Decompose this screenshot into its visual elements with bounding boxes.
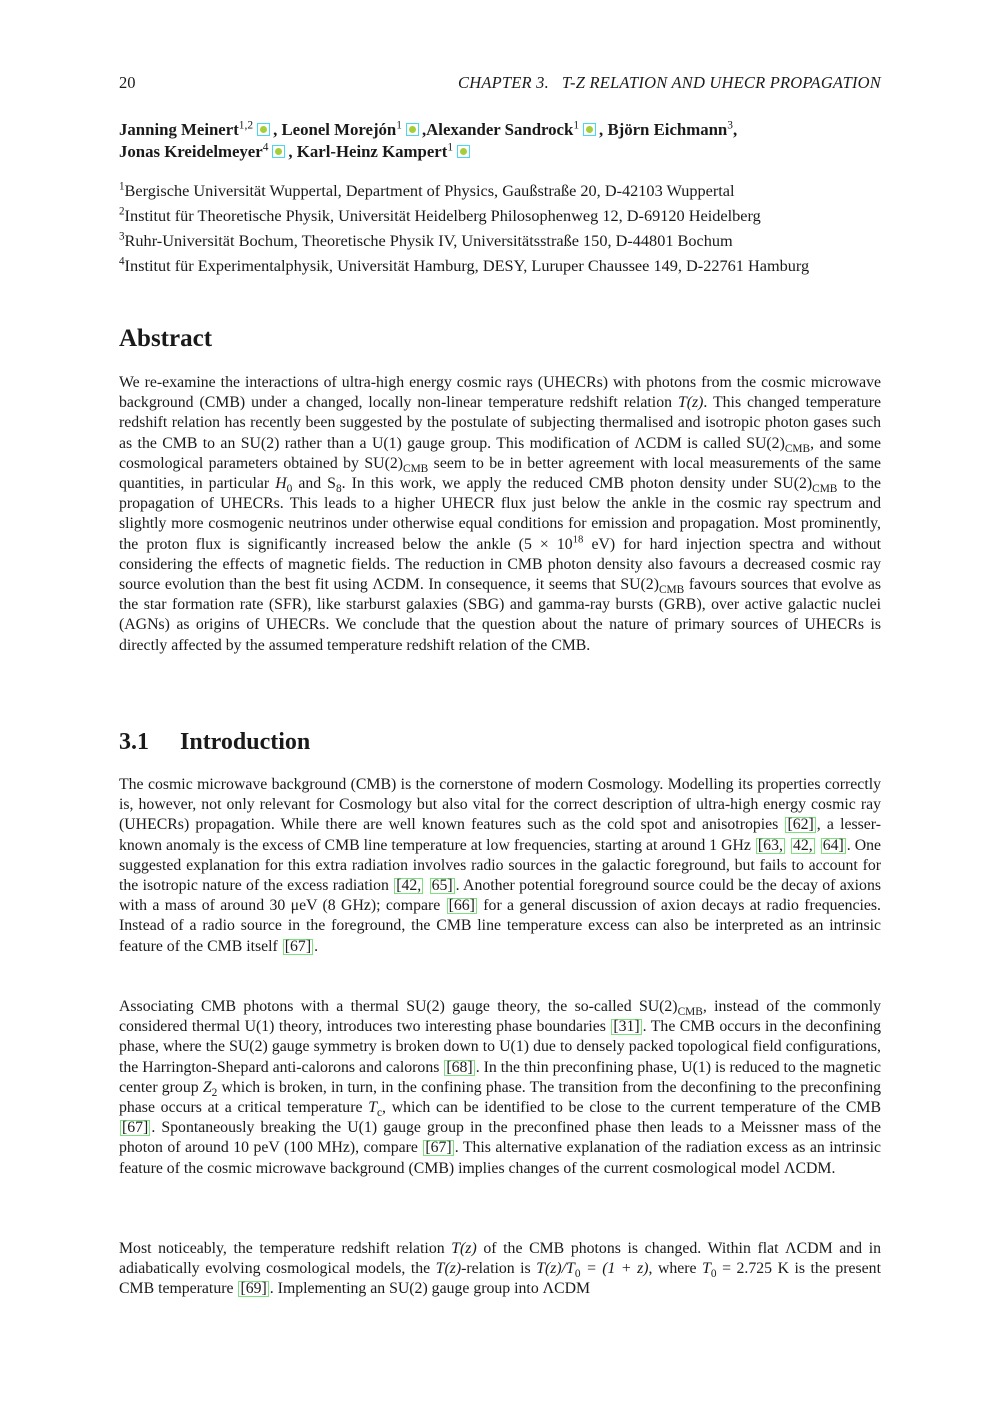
math-subscript: 0	[574, 1268, 581, 1281]
text-run: .	[314, 937, 319, 955]
running-header	[119, 72, 881, 94]
text-run: , which can be identified to be close to the current temperature of the CMB	[382, 1099, 881, 1117]
author-affil-sup: 1,2	[238, 119, 254, 132]
text-run: , instead of the commonly considered thermal U(1) theory, introduces two interesting phase boundaries	[119, 998, 881, 1036]
citation-link[interactable]: [66]	[448, 897, 475, 915]
abstract-text-run: , and some cosmological parameters obtained by SU(2)	[119, 434, 881, 472]
section-title: Introduction	[180, 729, 311, 755]
author-affil-sup: 3	[727, 119, 733, 132]
citation-link[interactable]: [67]	[284, 937, 312, 955]
intro-paragraph-3	[119, 1239, 881, 1300]
affiliation-number: 2	[119, 205, 125, 218]
citation-link[interactable]: [69]	[240, 1280, 267, 1298]
abstract-text-run: and S	[292, 475, 336, 493]
section-heading	[119, 726, 310, 758]
section-number: 3.1	[119, 729, 149, 755]
author-name: Karl-Heinz Kampert	[296, 142, 448, 161]
math-subscript: 8	[335, 483, 342, 496]
math-subscript: 2	[211, 1086, 218, 1099]
affiliation	[119, 228, 881, 253]
page-number: 20	[119, 73, 136, 92]
math-subscript: 0	[286, 483, 293, 496]
author-affil-sup: 1	[447, 141, 454, 154]
author-affil-sup: 4	[262, 141, 269, 154]
citation-link[interactable]: [62]	[787, 816, 814, 834]
text-run: = 2.725 K is the present CMB temperature	[119, 1260, 881, 1298]
citation-link[interactable]: [67]	[425, 1139, 452, 1157]
citation-link[interactable]: [63,	[757, 836, 783, 854]
orcid-icon[interactable]	[583, 123, 596, 136]
text-run: of the CMB photons is changed. Within flat ΛCDM and in adiabatically evolving cosmological models, the	[119, 1240, 881, 1278]
math-subscript: CMB	[403, 462, 429, 475]
author-affil-sup: 1	[396, 119, 402, 132]
math-subscript: CMB	[784, 442, 811, 455]
citation-link[interactable]: [68]	[446, 1058, 473, 1076]
affiliation-text: Institut für Experimentalphysik, Universität Hamburg, DESY, Luruper Chaussee 149, D-22761 Hamburg	[124, 256, 810, 275]
orcid-icon[interactable]	[457, 145, 470, 158]
math-symbol: T(z)	[435, 1260, 462, 1278]
math-subscript: CMB	[677, 1006, 703, 1019]
text-run: . One suggested explanation for this extra radiation involves radio sources in the galactic foreground, but fails to account for the isotropic nature of the excess radiation	[119, 836, 882, 895]
citation-link[interactable]: 42,	[792, 836, 813, 854]
author-list: Janning Meinert$^{1,2}$ , Leonel Morejón$^1$ ,Alexander Sandrock$^1$ , Björn Eichmann$^3$, Jonas Kreidelmeyer$^4$ , Karl-Heinz Kampert$^1$	[119, 119, 738, 161]
abstract-heading: Abstract	[119, 325, 213, 352]
intro-paragraph-2	[119, 997, 881, 1179]
math-subscript: CMB	[812, 483, 838, 496]
text-run: , a lesser-known anomaly is the excess of CMB line temperature at low frequencies, starting at around 1 GHz	[119, 816, 881, 854]
orcid-icon[interactable]	[272, 145, 285, 158]
abstract-text-run: to the propagation of UHECRs. This leads to a higher UHECR flux just below the ankle in the cosmic ray spectrum and slightly more cosmogenic neutrinos under otherwise equal conditions for emission and propagation. Most prominently, the proton flux is significantly increased below the ankle (5 × 10	[119, 475, 881, 553]
author-name: Jonas Kreidelmeyer	[119, 142, 263, 161]
text-run: -relation is	[461, 1260, 537, 1278]
math-symbol: T(z)	[677, 394, 704, 412]
text-run: Associating CMB photons with a thermal SU(2) gauge theory, the so-called SU(2)	[119, 998, 678, 1015]
affiliation-list	[119, 178, 881, 278]
chapter-title: CHAPTER 3. T-Z RELATION AND UHECR PROPAGATION	[458, 73, 881, 92]
math-subscript: c	[377, 1107, 383, 1120]
math-symbol: Z	[202, 1078, 212, 1096]
math-subscript: 0	[710, 1268, 717, 1281]
author-name: Leonel Morejón	[281, 120, 397, 139]
affiliation	[119, 178, 881, 203]
abstract-body	[119, 373, 881, 656]
text-run: . Implementing an SU(2) gauge group into ΛCDM	[269, 1280, 591, 1298]
math-symbol: T	[702, 1260, 711, 1278]
text-run: , where	[648, 1260, 703, 1278]
citation-link[interactable]: 64]	[822, 836, 844, 854]
math-subscript: CMB	[658, 584, 685, 597]
orcid-icon[interactable]	[257, 123, 270, 136]
citation-link[interactable]: [67]	[122, 1119, 149, 1137]
author-name: Björn Eichmann	[607, 120, 728, 139]
math-expression: = (1 + z)	[580, 1260, 649, 1278]
author-name: Janning Meinert	[119, 120, 239, 139]
orcid-icon[interactable]	[406, 123, 419, 136]
abstract-text-run: We re-examine the interactions of ultra-high energy cosmic rays (UHECRs) with photons from the cosmic microwave background (CMB) under a changed, locally non-linear temperature redshift relation	[119, 374, 881, 412]
math-expression: T(z)/T	[536, 1260, 575, 1278]
citation-link[interactable]: 65]	[431, 877, 453, 895]
affiliation-number: 1	[119, 180, 125, 193]
author-name: Alexander Sandrock	[426, 120, 574, 139]
math-symbol: T(z)	[451, 1240, 477, 1257]
text-run: Most noticeably, the temperature redshift relation	[119, 1240, 452, 1257]
math-symbol: H	[275, 475, 287, 493]
affiliation-text: Ruhr-Universität Bochum, Theoretische Physik IV, Universitätsstraße 150, D-44801 Bochum	[124, 231, 733, 250]
math-symbol: T	[368, 1099, 377, 1117]
affiliation-number: 3	[119, 230, 125, 243]
affiliation-number: 4	[119, 255, 125, 268]
intro-paragraph-1	[119, 775, 881, 957]
abstract-text-run: . In this work, we apply the reduced CMB photon density under SU(2)	[341, 475, 813, 493]
author-affil-sup: 1	[573, 119, 580, 132]
abstract-text-run: seem to be in better agreement with local measurements of the same quantities, in particular	[119, 454, 881, 493]
text-run: . Spontaneously breaking the U(1) gauge group in the preconfined phase then leads to a Meissner mass of the photon of around 10 peV (100 MHz), compare	[119, 1119, 881, 1157]
text-run: . Another potential foreground source could be the decay of axions with a mass of around 30 μeV (8 GHz); compare	[119, 877, 882, 915]
text-run: . This alternative explanation of the radiation excess as an intrinsic feature of the cosmic microwave background (CMB) implies changes of the current cosmological model ΛCDM.	[119, 1139, 882, 1177]
text-run: . In the thin preconfining phase, U(1) is reduced to the magnetic center group	[119, 1058, 881, 1096]
citation-link[interactable]: [42,	[396, 877, 422, 895]
text-run: The cosmic microwave background (CMB) is the cornerstone of modern Cosmology. Modelling its properties correctly is, however, not only relevant for Cosmology but also vital for the correct description of ultra-high energy cosmic ray (UHECRs) propagation. While there are well known features such as the cold spot and anisotropies	[119, 776, 881, 834]
math-superscript: 18	[572, 533, 584, 546]
citation-link[interactable]: [31]	[613, 1018, 640, 1036]
affiliation	[119, 253, 881, 278]
abstract-text-run: favours sources that evolve as the star formation rate (SFR), like starburst galaxies (SBG) and gamma-ray bursts (GRB), over active galactic nuclei (AGNs) as origins of UHECRs. We conclude that the question about the nature of primary sources of UHECRs is directly affected by the assumed temperature redshift relation of the CMB.	[119, 576, 882, 654]
text-run: . The CMB occurs in the deconfining phase, where the SU(2) gauge symmetry is broken down to U(1) due to densely packed topological field configurations, the Harrington-Shepard anti-calorons and calorons	[119, 1018, 881, 1076]
affiliation	[119, 203, 881, 228]
text-run: which is broken, in turn, in the confining phase. The transition from the deconfining to the preconfining phase occurs at a critical temperature	[119, 1078, 881, 1117]
affiliation-text: Bergische Universität Wuppertal, Department of Physics, Gaußstraße 20, D-42103 Wuppertal	[124, 181, 735, 200]
affiliation-text: Institut für Theoretische Physik, Universität Heidelberg Philosophenweg 12, D-69120 Heidelberg	[124, 206, 761, 225]
abstract-text-run: eV) for hard injection spectra and without considering the effects of magnetic fields. The reduction in CMB photon density also favours a decreased cosmic ray source evolution than the best fit using ΛCDM. In consequence, it seems that SU(2)	[119, 535, 881, 594]
text-run: for a general discussion of axion decays at radio frequencies. Instead of a radio source in the foreground, the CMB line temperature excess can also be interpreted as an intrinsic feature of the CMB itself	[119, 897, 881, 955]
abstract-text-run: . This changed temperature redshift relation has recently been suggested by the postulate of subjecting thermalised and isotropic photon gases such as the CMB to an SU(2) rather than a U(1) gauge group. This modification of ΛCDM is called SU(2)	[119, 394, 882, 452]
